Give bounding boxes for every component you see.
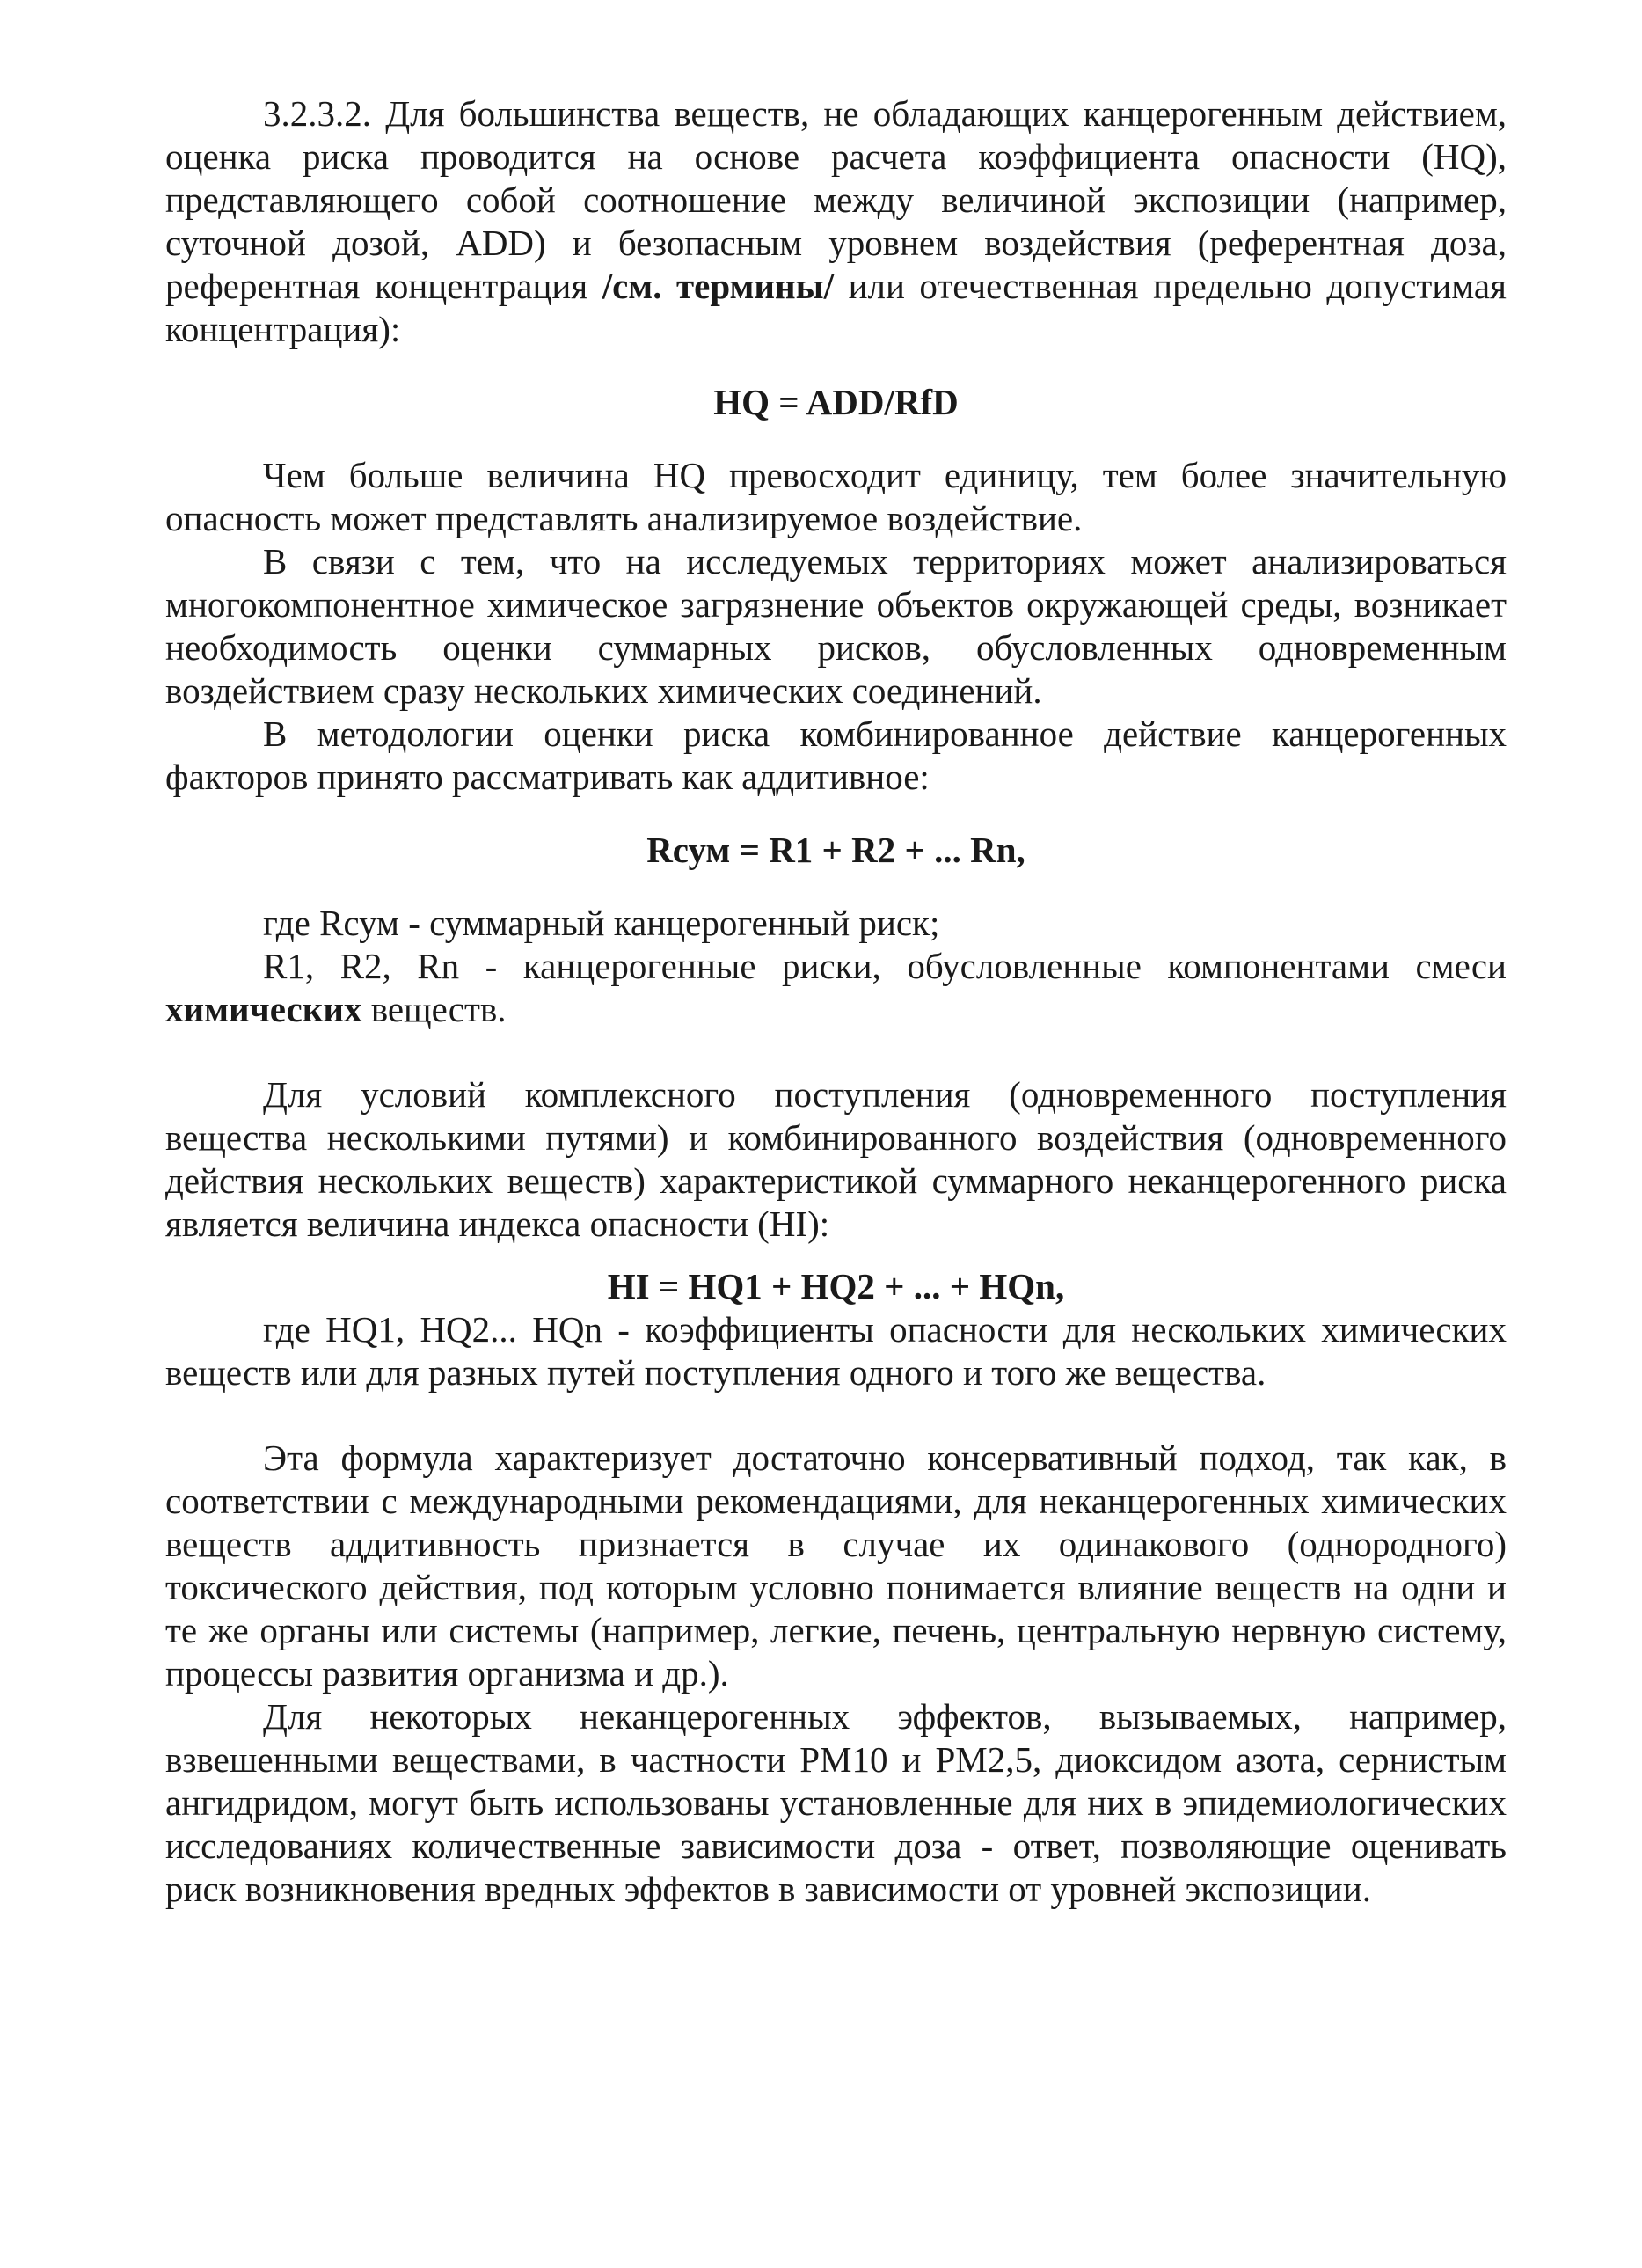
definition-r-lead: R1, R2, Rn - канцерогенные риски, обусловленные компонентами смеси xyxy=(263,946,1507,986)
formula-hq: HQ = ADD/RfD xyxy=(713,382,959,422)
definition-hq-components: где HQ1, HQ2... HQn - коэффициенты опасности для нескольких химических веществ или для разных путей поступления одного и того же вещества. xyxy=(165,1309,1507,1393)
definition-r-bold: химических xyxy=(165,989,362,1029)
document-page xyxy=(165,92,1507,1911)
section-number: 3.2.3.2. xyxy=(263,93,371,134)
terms-reference: /см. термины/ xyxy=(602,266,835,306)
paragraph-hq-intro-lead: Для большинства веществ, не обладающих канцерогенным действием, оценка риска проводится на основе расчета коэффициента опасности (HQ), представляющего собой соотношение между величиной экспозиции (например, суточной дозой, ADD) и безопасным уровнем воздействия (референтная доза, референтная концентрация xyxy=(165,93,1507,306)
paragraph-conservative-approach: Эта формула характеризует достаточно консервативный подход, так как, в соответствии с международными рекомендациями, для неканцерогенных химических веществ аддитивность признается в случае их одинакового (однородного) токсического действия, под которым условно понимается влияние веществ на одни и те же органы или системы (например, легкие, печень, центральную нервную систему, процессы развития организма и др.). xyxy=(165,1438,1507,1694)
paragraph-hazard-index: Для условий комплексного поступления (одновременного поступления вещества несколькими путями) и комбинированного воздействия (одновременного действия нескольких веществ) характеристикой суммарного неканцерогенного риска является величина индекса опасности (HI): xyxy=(165,1074,1507,1244)
paragraph-hq-interpretation: Чем больше величина HQ превосходит единицу, тем более значительную опасность может представлять анализируемое воздействие. xyxy=(165,455,1507,538)
paragraph-dose-response: Для некоторых неканцерогенных эффектов, вызываемых, например, взвешенными веществами, в частности PM10 и PM2,5, диоксидом азота, сернистым ангидридом, могут быть использованы установленные для них в эпидемиологических исследованиях количественные зависимости доза - ответ, позволяющие оценивать риск возникновения вредных эффектов в зависимости от уровней экспозиции. xyxy=(165,1696,1507,1909)
definition-rsum: где Rсум - суммарный канцерогенный риск; xyxy=(263,903,940,943)
paragraph-hq-intro xyxy=(165,92,1507,351)
paragraph-hq-intro-tail: или отечественная предельно допустимая концентрация): xyxy=(165,266,1507,349)
definition-r-components xyxy=(165,945,1507,1031)
paragraph-additive: В методологии оценки риска комбинированное действие канцерогенных факторов принято рассматривать как аддитивное: xyxy=(165,713,1507,797)
formula-hi: HI = HQ1 + HQ2 + ... + HQn, xyxy=(607,1266,1065,1306)
paragraph-multicomponent: В связи с тем, что на исследуемых территориях может анализироваться многокомпонентное химическое загрязнение объектов окружающей среды, возникает необходимость оценки суммарных рисков, обусловленных одновременным воздействием сразу нескольких химических соединений. xyxy=(165,541,1507,711)
formula-rsum: Rсум = R1 + R2 + ... Rn, xyxy=(646,830,1025,870)
definition-r-tail: веществ. xyxy=(361,989,507,1029)
